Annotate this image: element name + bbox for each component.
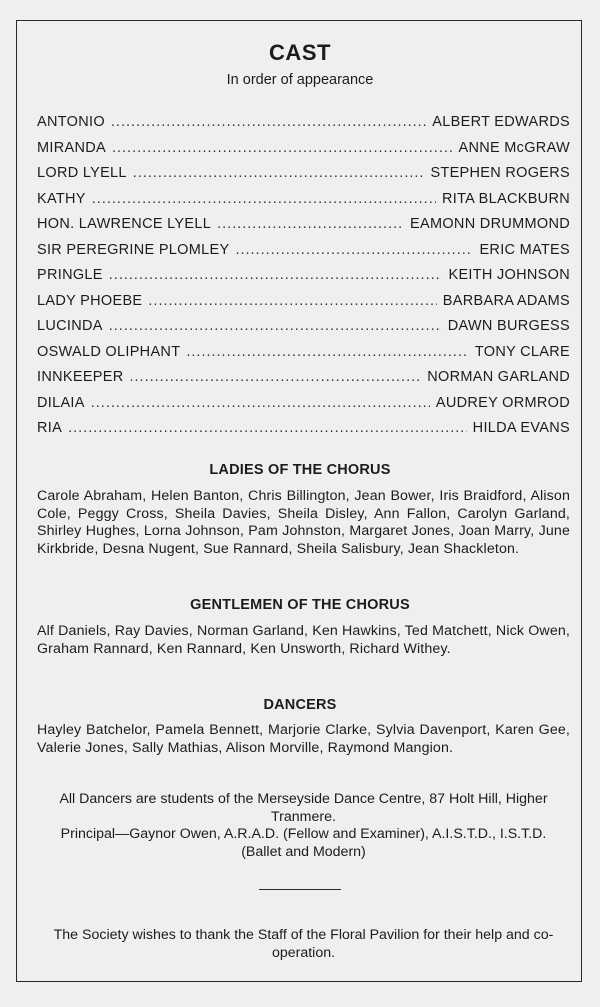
section-divider (259, 889, 341, 890)
cast-role: LORD LYELL (37, 165, 127, 181)
dancers-heading: DANCERS (263, 697, 337, 713)
gentlemen-chorus-heading: GENTLEMEN OF THE CHORUS (190, 597, 410, 613)
cast-role: SIR PEREGRINE PLOMLEY (37, 241, 230, 258)
cast-actor: STEPHEN ROGERS (430, 165, 570, 181)
thanks-note: The Society wishes to thank the Staff of the Floral Pavilion for their help and co-operation. (53, 927, 554, 961)
cast-actor: DAWN BURGESS (447, 318, 570, 334)
cast-actor: KEITH JOHNSON (448, 267, 570, 283)
cast-role: PRINGLE (37, 267, 103, 283)
cast-row (37, 395, 570, 421)
cast-actor: AUDREY ORMROD (435, 394, 570, 411)
cast-actor: TONY CLARE (474, 343, 570, 360)
dot-leader (68, 420, 467, 436)
cast-role: INNKEEPER (37, 369, 124, 385)
dot-leader (186, 344, 469, 360)
cast-role: LUCINDA (37, 318, 103, 334)
ladies-chorus-names: Carole Abraham, Helen Banton, Chris Billington, Jean Bower, Iris Braidford, Alison Cole, Peggy Cross, Sheila Davies, Sheila Disley, Ann Fallon, Carolyn Garland, Shirley Hughes, Lorna Johnson, Pam Johnston, Margaret Jones, Joan Marry, June Kirkbride, Desna Nugent, Sue Rannard, Sheila Salisbury, Jean Shackleton. (37, 488, 570, 557)
gentlemen-chorus-names: Alf Daniels, Ray Davies, Norman Garland, Ken Hawkins, Ted Matchett, Nick Owen, Graham Rannard, Ken Rannard, Ken Unsworth, Richard Withey. (37, 623, 570, 657)
dot-leader (91, 395, 430, 411)
cast-role: HON. LAWRENCE LYELL (37, 216, 212, 232)
cast-row (37, 318, 570, 344)
cast-role: KATHY (37, 190, 86, 207)
dot-leader (111, 114, 426, 130)
cast-role: LADY PHOEBE (37, 292, 143, 309)
cast-row (37, 293, 570, 319)
dot-leader (92, 191, 436, 207)
dot-leader (112, 140, 453, 156)
cast-actor: ALBERT EDWARDS (432, 114, 570, 130)
cast-actor: ERIC MATES (479, 241, 570, 258)
cast-actor: ANNE McGRAW (458, 139, 570, 156)
cast-role: RIA (37, 420, 63, 436)
dot-leader (109, 318, 442, 334)
dot-leader (235, 242, 473, 258)
cast-row (37, 242, 570, 268)
cast-actor: RITA BLACKBURN (441, 190, 570, 207)
dot-leader (217, 216, 404, 232)
cast-row (37, 114, 570, 140)
page-title: CAST (269, 40, 331, 65)
dot-leader (133, 165, 425, 181)
cast-role: ANTONIO (37, 114, 105, 130)
cast-row (37, 420, 570, 446)
dot-leader (148, 293, 436, 309)
cast-row (37, 344, 570, 370)
principal-note: Principal—Gaynor Owen, A.R.A.D. (Fellow and Examiner), A.I.S.T.D., I.S.T.D. (Ballet and Modern) (60, 826, 547, 860)
dancers-names: Hayley Batchelor, Pamela Bennett, Marjorie Clarke, Sylvia Davenport, Karen Gee, Valerie Jones, Sally Mathias, Alison Morville, Raymond Mangion. (37, 722, 570, 756)
dance-centre-note: All Dancers are students of the Merseyside Dance Centre, 87 Holt Hill, Higher Tranmere. (59, 791, 548, 825)
cast-row (37, 191, 570, 217)
ladies-chorus-heading: LADIES OF THE CHORUS (209, 462, 391, 478)
cast-row (37, 140, 570, 166)
page-subtitle: In order of appearance (226, 72, 374, 88)
cast-actor: NORMAN GARLAND (427, 369, 570, 385)
cast-role: DILAIA (37, 394, 85, 411)
dot-leader (109, 267, 443, 283)
cast-row (37, 216, 570, 242)
cast-actor: EAMONN DRUMMOND (410, 216, 570, 232)
cast-role: OSWALD OLIPHANT (37, 343, 181, 360)
cast-actor: HILDA EVANS (472, 420, 570, 436)
cast-list (37, 114, 570, 446)
cast-row (37, 369, 570, 395)
dot-leader (130, 369, 422, 385)
cast-row (37, 267, 570, 293)
cast-row (37, 165, 570, 191)
cast-role: MIRANDA (37, 139, 106, 156)
cast-actor: BARBARA ADAMS (442, 292, 570, 309)
